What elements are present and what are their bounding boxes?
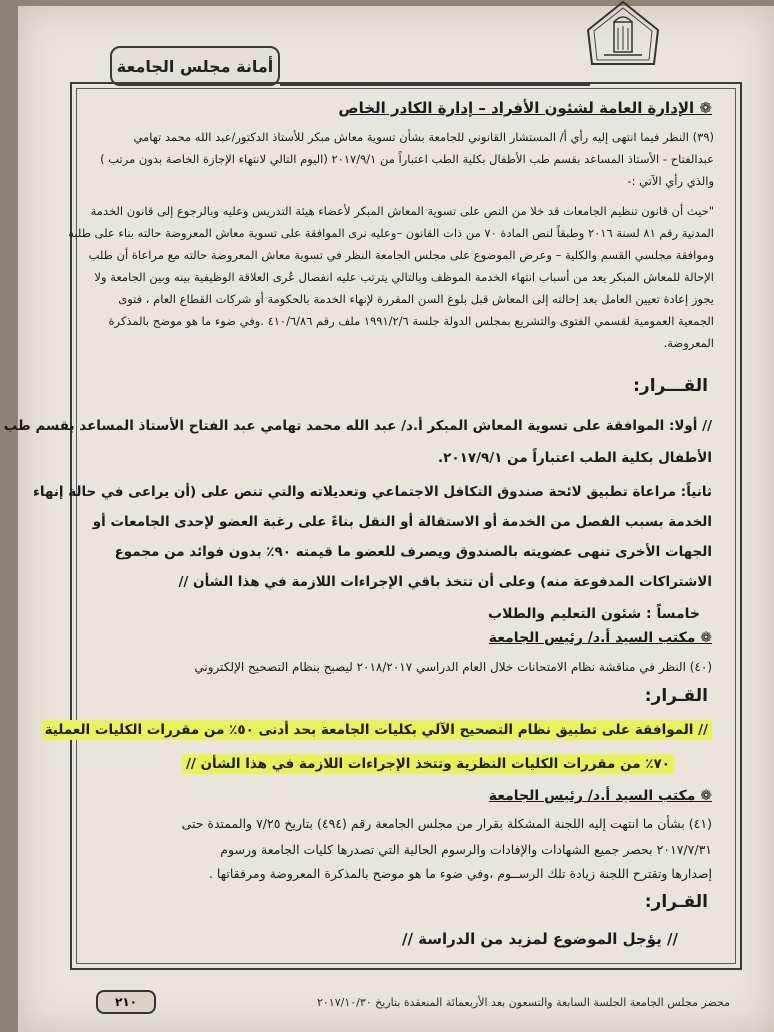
item41-line-1: (٤١) بشأن ما انتهت إليه اللجنة المشكلة بقرار من مجلس الجامعة رقم (٤٩٤) بتاريخ ٧/٢٥ والممتدة حتى xyxy=(181,816,712,831)
item39-line-3: والذي رأي الآتي :- xyxy=(627,174,714,188)
item39-decision-line-2: الأطفال بكلية الطب اعتباراً من ٢٠١٧/٩/١. xyxy=(438,450,712,466)
header-title-box xyxy=(110,46,280,86)
item39-decision-line-3: ثانياً: مراعاة تطبيق لائحة صندوق التكافل الاجتماعي وتعديلاته والتي تنص على (أن يراعى في حالة إنهاء xyxy=(32,484,712,500)
highlighted-text: ٧٠٪ من مقررات الكليات النظرية وتتخذ الإجراءات اللازمة في هذا الشأن // xyxy=(182,754,674,774)
fifth-section-title: خامساً : شئون التعليم والطلاب xyxy=(488,606,700,622)
item39-line-9: الجمعية العمومية لقسمي الفتوى والتشريع بمجلس الدولة جلسة ١٩٩١/٢/٦ ملف رقم ٤١٠/٦/٨٦ .وفي ضوء ما هو موضح بالمذكرة xyxy=(108,314,714,328)
item39-decision-line-5: الجهات الأخرى تنهى عضويته بالصندوق ويصرف للعضو ما قيمته ٩٠٪ بدون فوائد من مجموع xyxy=(114,544,712,560)
item39-line-1: (٣٩) النظر فيما انتهى إليه رأي أ/ المستشار القانوني للجامعة بشأن تسوية معاش مبكر للأستاذ الدكتور/عبد الله محمد تهامي xyxy=(133,130,714,144)
item41-decision-heading: القـرار: xyxy=(644,892,708,912)
item39-line-4: "حيث أن قانون تنظيم الجامعات قد خلا من النص على تسوية المعاش المبكر لأعضاء هيئة التدريس وعليه وبالرجوع إلى قانون الخدمة xyxy=(90,204,714,218)
office-heading-2: ❁ مكتب السيد أ.د/ رئيس الجامعة xyxy=(488,788,712,804)
footer-text: محضر مجلس الجامعة الجلسة السابعة والتسعون بعد الأربعمائة المنعقدة بتاريخ ٢٠١٧/١٠/٣٠ xyxy=(316,996,730,1009)
item39-line-8: يجوز إعادة تعيين العامل بعد إحالته إلى المعاش قبل بلوغ السن المقررة لإنهاء الخدمة بالحكومة أو شركات القطاع العام ، فتوى xyxy=(118,292,714,306)
item39-line-10: المعروضة. xyxy=(663,336,714,350)
office-heading-1: ❁ مكتب السيد أ.د/ رئيس الجامعة xyxy=(488,630,712,646)
item40-line: (٤٠) النظر في مناقشة نظام الامتحانات خلال العام الدراسي ٢٠١٨/٢٠١٧ ليصبح بنظام التصحيح الإلكتروني xyxy=(194,660,712,674)
item39-line-2: عبدالفتاح - الأستاذ المساعد بقسم طب الأطفال بكلية الطب اعتباراً من ٢٠١٧/٩/١ (اليوم التالي لانتهاء الإجازة الخاصة بدون مرتب ) xyxy=(100,152,714,166)
item39-decision-heading: القـــرار: xyxy=(633,376,708,396)
header-title: أمانة مجلس الجامعة xyxy=(116,56,274,76)
section-title: ❁ الإدارة العامة لشئون الأفراد – إدارة الكادر الخاص xyxy=(338,99,712,117)
item40-decision-heading: القـرار: xyxy=(644,686,708,706)
item39-line-6: وموافقة مجلسي القسم والكلية – وعرض الموضوع على مجلس الجامعة النظر في تسوية معاش المعروضة حالته مع مراعاة أن طلب xyxy=(88,248,714,262)
item41-decision-line: // يؤجل الموضوع لمزيد من الدراسة // xyxy=(401,930,678,948)
page-number: ٢١٠ xyxy=(96,990,156,1014)
item40-decision-line-2 xyxy=(182,756,674,772)
item39-decision-line-4: الخدمة بسبب الفصل من الخدمة أو الاستقالة أو النقل بناءً على رغبة العضو لإحدى الجامعات أو xyxy=(92,514,712,530)
item41-line-3: إصدارها وتقترح اللجنة زيادة تلك الرســوم ،وفي ضوء ما هو موضح بالمذكرة المعروضة ومرفقاتها . xyxy=(208,866,712,881)
item39-decision-line-1: // أولا: الموافقة على تسوية المعاش المبكر أ.د/ عبد الله محمد تهامي عبد الفتاح الأستاذ المساعد بقسم طب xyxy=(3,418,712,434)
item39-line-7: الإحالة للمعاش المبكر يعد من أسباب انتهاء الخدمة الموظف وبالتالي يترتب عليه انفصال عُرى العلاقة الوظيفية بينه وبين الجامعة ولا xyxy=(94,270,714,284)
item41-line-2: ٢٠١٧/٧/٣١ بحصر جميع الشهادات والإفادات والرسوم الحالية التي تصدرها كليات الجامعة ورسوم xyxy=(220,842,712,857)
item39-line-5: المدنية رقم ٨١ لسنة ٢٠١٦ وطبقاً لنص المادة ٧٠ من ذات القانون –وعليه نرى الموافقة على تسوية معاش المعروضة حالته بناء على طلبه xyxy=(68,226,714,240)
item40-decision-line-1 xyxy=(41,722,712,738)
university-logo xyxy=(584,0,662,66)
item39-decision-line-6: الاشتراكات المدفوعة منه) وعلى أن تتخذ باقي الإجراءات اللازمة في هذا الشأن // xyxy=(178,574,712,590)
highlighted-text: // الموافقة على تطبيق نظام التصحيح الآلي بكليات الجامعة بحد أدنى ٥٠٪ من مقررات الكليات العملية xyxy=(41,720,712,740)
